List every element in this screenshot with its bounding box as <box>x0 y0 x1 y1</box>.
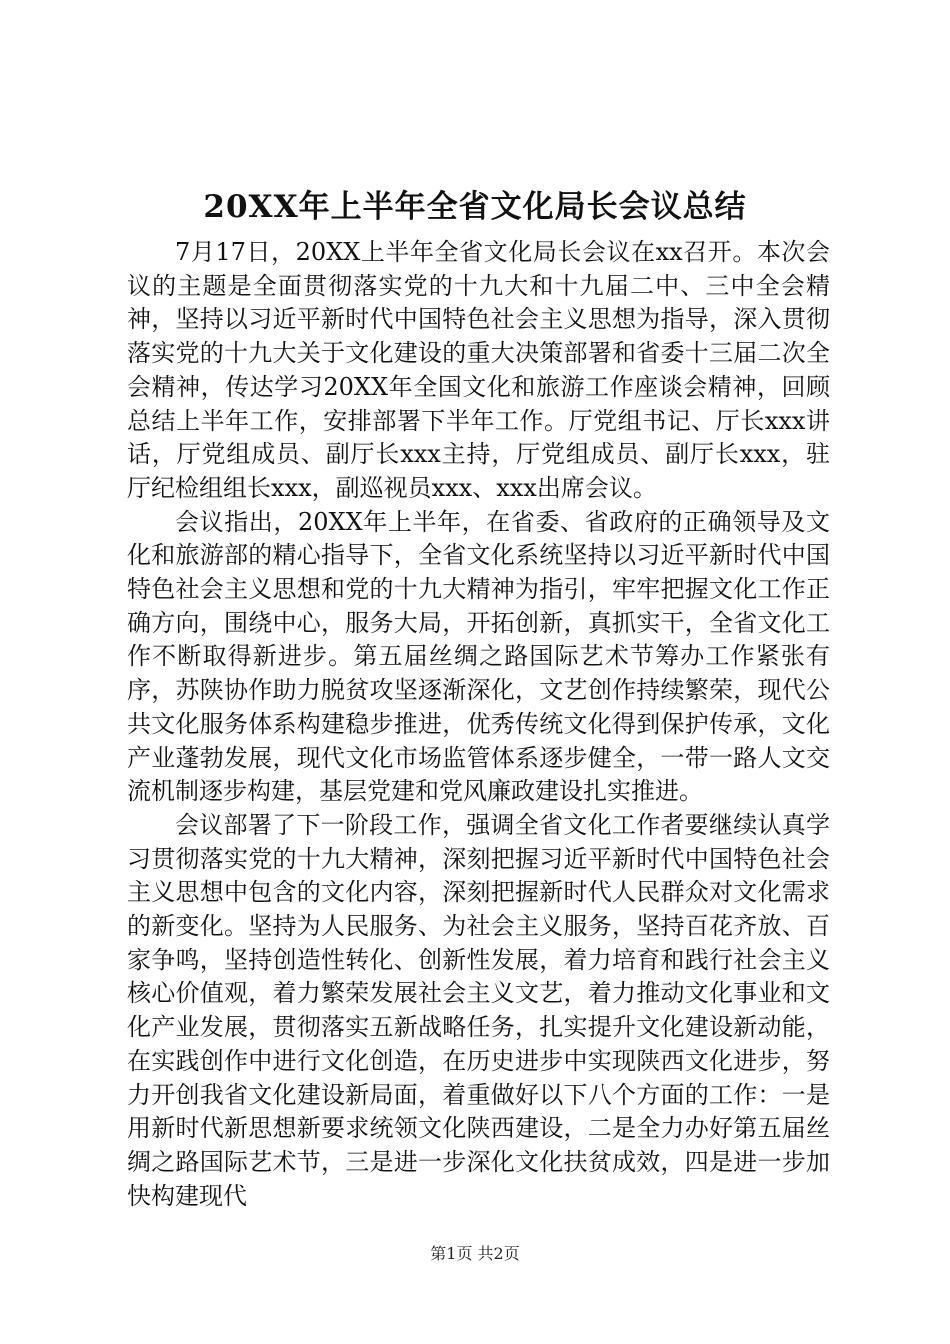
document-body <box>127 236 830 1213</box>
page-number-footer: 第1页 共2页 <box>430 1244 520 1263</box>
paragraph-meeting-overview: 7月17日，20XX上半年全省文化局长会议在xx召开。本次会议的主题是全面贯彻落实党的十九大和十九届二中、三中全会精神，坚持以习近平新时代中国特色社会主义思想为指导，深入贯彻落实党的十九大关于文化建设的重大决策部署和省委十三届二次全会精神，传达学习20XX年全国文化和旅游工作座谈会精神，回顾总结上半年工作，安排部署下半年工作。厅党组书记、厅长xxx讲话，厅党组成员、副厅长xxx主持，厅党组成员、副厅长xxx，驻厅纪检组组长xxx，副巡视员xxx、xxx出席会议。 <box>127 238 830 502</box>
document-title: 20XX年上半年全省文化局长会议总结 <box>203 189 747 225</box>
paragraph-meeting-findings: 会议指出，20XX年上半年，在省委、省政府的正确领导及文化和旅游部的精心指导下，全省文化系统坚持以习近平新时代中国特色社会主义思想和党的十九大精神为指引，牢牢把握文化工作正确方向，围绕中心，服务大局，开拓创新，真抓实干，全省文化工作不断取得新进步。第五届丝绸之路国际艺术节筹办工作紧张有序，苏陕协作助力脱贫攻坚逐渐深化，文艺创作持续繁荣，现代公共文化服务体系构建稳步推进，优秀传统文化得到保护传承，文化产业蓬勃发展，现代文化市场监管体系逐步健全，一带一路人文交流机制逐步构建，基层党建和党风廉政建设扎实推进。 <box>127 507 830 806</box>
paragraph-next-steps: 会议部署了下一阶段工作，强调全省文化工作者要继续认真学习贯彻落实党的十九大精神，深刻把握习近平新时代中国特色社会主义思想中包含的文化内容，深刻把握新时代人民群众对文化需求的新变化。坚持为人民服务、为社会主义服务，坚持百花齐放、百家争鸣，坚持创造性转化、创新性发展，着力培育和践行社会主义核心价值观，着力繁荣发展社会主义文艺，着力推动文化事业和文化产业发展，贯彻落实五新战略任务，扎实提升文化建设新动能，在实践创作中进行文化创造，在历史进步中实现陕西文化进步，努力开创我省文化建设新局面，着重做好以下八个方面的工作：一是用新时代新思想新要求统领文化陕西建设，二是全力办好第五届丝绸之路国际艺术节，三是进一步深化文化扶贫成效，四是进一步加快构建现代 <box>127 810 830 1210</box>
